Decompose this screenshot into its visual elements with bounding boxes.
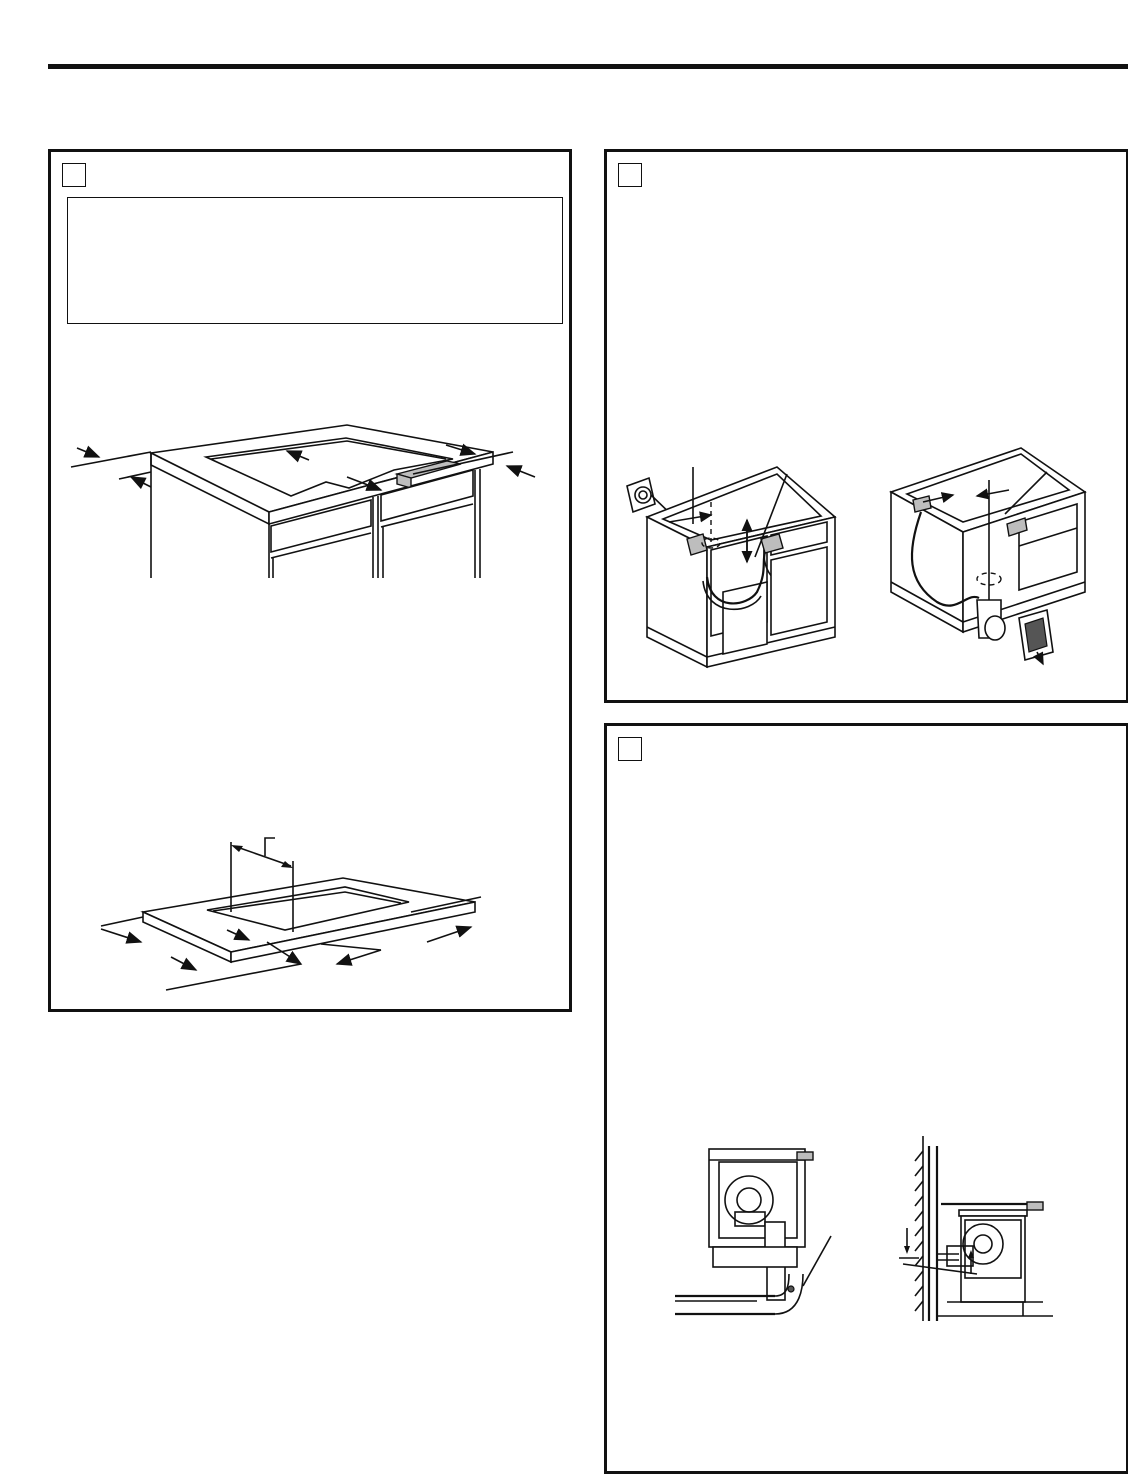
countertop-cutout-illustration <box>51 152 575 1012</box>
duct-wall-illustration <box>607 726 1128 1477</box>
header-rule <box>48 64 1128 69</box>
step-panel-left <box>48 149 572 1012</box>
step-panel-venting <box>604 149 1128 703</box>
step-panel-duct-connection <box>604 723 1128 1474</box>
venting-illustration-right <box>607 152 1128 706</box>
